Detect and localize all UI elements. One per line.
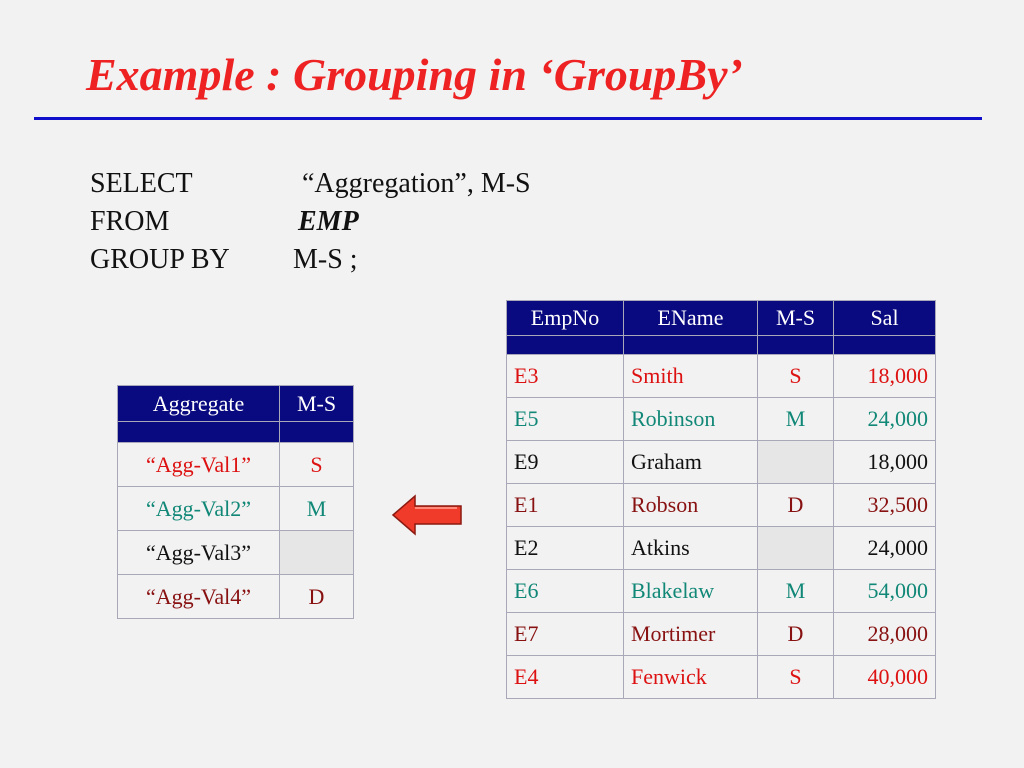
agg-cell-value: “Agg-Val4” [118, 575, 280, 619]
sql-keyword-groupby: GROUP BY [90, 244, 230, 275]
emp-cell-sal: 28,000 [834, 613, 936, 656]
emp-cell-ename: Smith [624, 355, 758, 398]
emp-cell-ename: Robson [624, 484, 758, 527]
agg-cell-ms [280, 531, 354, 575]
agg-table-header-spacer [118, 422, 354, 443]
emp-cell-ms: D [758, 613, 834, 656]
title-underline [34, 117, 982, 120]
agg-cell-value: “Agg-Val2” [118, 487, 280, 531]
emp-cell-ename: Blakelaw [624, 570, 758, 613]
emp-cell-sal: 18,000 [834, 441, 936, 484]
agg-cell-ms: D [280, 575, 354, 619]
emp-cell-ms: M [758, 398, 834, 441]
emp-cell-ename: Robinson [624, 398, 758, 441]
emp-cell-empno: E5 [507, 398, 624, 441]
agg-table-header [118, 386, 354, 422]
emp-cell-sal: 24,000 [834, 398, 936, 441]
emp-cell-empno: E6 [507, 570, 624, 613]
emp-cell-ename: Atkins [624, 527, 758, 570]
agg-table-row [118, 575, 354, 619]
emp-cell-sal: 32,500 [834, 484, 936, 527]
emp-header-empno: EmpNo [507, 301, 624, 336]
emp-cell-empno: E4 [507, 656, 624, 699]
emp-cell-sal: 54,000 [834, 570, 936, 613]
emp-table-header-spacer [507, 336, 936, 355]
emp-table-row [507, 355, 936, 398]
emp-cell-empno: E1 [507, 484, 624, 527]
emp-cell-ms: S [758, 656, 834, 699]
emp-header-sal: Sal [834, 301, 936, 336]
emp-cell-ms [758, 527, 834, 570]
sql-keyword-select: SELECT [90, 168, 193, 199]
emp-table-row [507, 570, 936, 613]
emp-table [506, 300, 936, 699]
emp-table-row [507, 441, 936, 484]
emp-table-row [507, 656, 936, 699]
sql-groupby-column: M-S ; [293, 244, 358, 275]
slide-title: Example : Grouping in ‘GroupBy’ [86, 49, 743, 100]
emp-cell-sal: 24,000 [834, 527, 936, 570]
agg-cell-ms: S [280, 443, 354, 487]
sql-from-table: EMP [298, 206, 359, 237]
agg-header-ms: M-S [280, 386, 354, 422]
emp-table-row [507, 398, 936, 441]
agg-cell-value: “Agg-Val1” [118, 443, 280, 487]
emp-cell-empno: E9 [507, 441, 624, 484]
agg-table-row [118, 531, 354, 575]
emp-table-row [507, 484, 936, 527]
left-arrow-icon [391, 494, 463, 536]
emp-header-ms: M-S [758, 301, 834, 336]
emp-table-row [507, 527, 936, 570]
agg-cell-ms: M [280, 487, 354, 531]
emp-cell-sal: 18,000 [834, 355, 936, 398]
emp-cell-empno: E7 [507, 613, 624, 656]
agg-header-aggregate: Aggregate [118, 386, 280, 422]
emp-cell-ename: Fenwick [624, 656, 758, 699]
aggregate-table [117, 385, 354, 619]
emp-cell-ms: S [758, 355, 834, 398]
sql-select-args: “Aggregation”, M-S [302, 168, 531, 199]
emp-cell-ename: Mortimer [624, 613, 758, 656]
agg-table-row [118, 443, 354, 487]
emp-cell-ms [758, 441, 834, 484]
emp-table-row [507, 613, 936, 656]
emp-cell-sal: 40,000 [834, 656, 936, 699]
emp-cell-ename: Graham [624, 441, 758, 484]
emp-header-ename: EName [624, 301, 758, 336]
emp-table-header [507, 301, 936, 336]
emp-cell-ms: M [758, 570, 834, 613]
emp-cell-empno: E2 [507, 527, 624, 570]
agg-cell-value: “Agg-Val3” [118, 531, 280, 575]
emp-cell-empno: E3 [507, 355, 624, 398]
agg-table-row [118, 487, 354, 531]
emp-cell-ms: D [758, 484, 834, 527]
sql-keyword-from: FROM [90, 206, 170, 237]
